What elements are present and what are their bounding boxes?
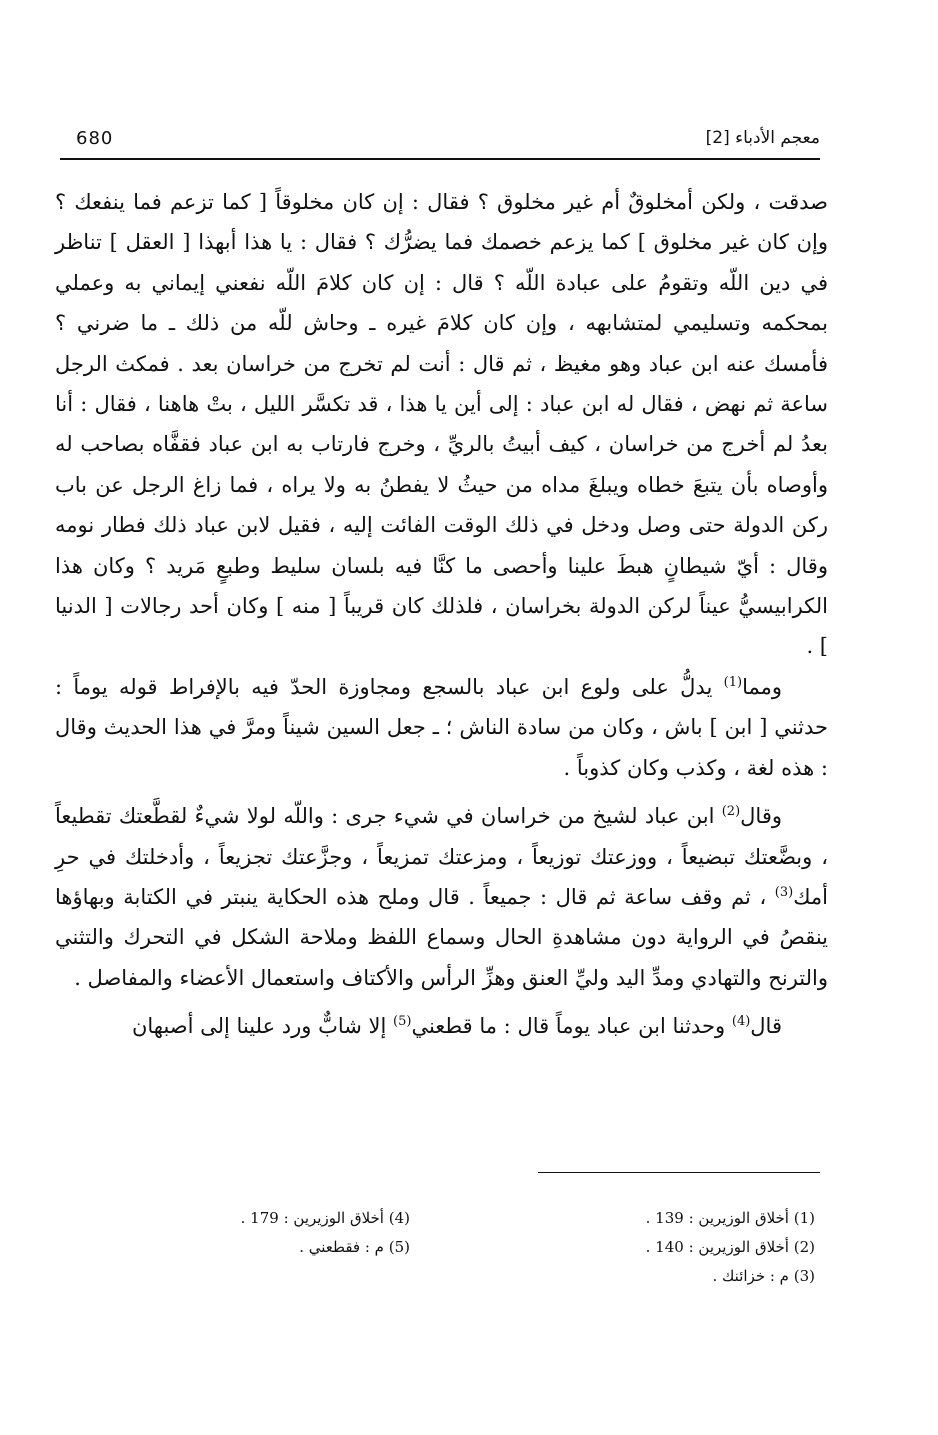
footnote-ref-2: (2) (721, 804, 741, 820)
main-text (55, 182, 828, 1047)
paragraph-3 (55, 796, 828, 998)
paragraph-4-middle: وحدثنا ابن عباد يوماً قال : ما قطعني (411, 1014, 732, 1039)
page-number: 680 (76, 128, 114, 149)
running-title: معجم الأدباء [2] (705, 128, 820, 148)
footnote-ref-4: (4) (731, 1014, 751, 1030)
paragraph-1: صدقت ، ولكن أمخلوقٌ أم غير مخلوق ؟ فقال : إن كان مخلوقاً [ كما تزعم فما ينفعك ؟ وإن كان غير مخلوق ] كما يزعم خصمك فما يضرُّك ؟ فقال : يا هذا أبهذا [ العقل ] تناظر في دين اللّه وتقومُ على عبادة اللّه ؟ قال : إن كان كلامَ اللّه نفعني إيماني به وعملي بمحكمه وتسليمي لمتشابهه ، وإن كان كلامَ غيره ـ وحاش للّه من ذلك ـ ما ضرني ؟ فأمسك عنه ابن عباد وهو مغيظ ، ثم قال : أنت لم تخرج من خراسان بعد . فمكث الرجل ساعة ثم نهض ، فقال له ابن عباد : إلى أين يا هذا ، قد تكسَّر الليل ، بتْ هاهنا ، فقال : أنا بعدُ لم أخرج من خراسان ، كيف أبيتُ بالريِّ ، وخرج فارتاب به ابن عباد فقفَّاه بصاحب له وأوصاه بأن يتبعَ خطاه ويبلغَ مداه من حيثُ لا يفطنُ به ولا يراه ، فما زاغ الرجل عن باب ركن الدولة حتى وصل ودخل في ذلك الوقت الفائت إليه ، فقيل لابن عباد ذلك فطار نومه وقال : أيّ شيطانٍ هبطَ علينا وأحصى ما كنَّا فيه بلسان سليط وطبعٍ مَريد ؟ وكان هذا الكرابيسيُّ عيناً لركن الدولة بخراسان ، فلذلك كان قريباً [ منه ] وكان أحد رجالات [ الدنيا ] . (55, 190, 828, 659)
paragraph-2-rest: يدلُّ على ولوع ابن عباد بالسجع ومجاوزة الحدّ فيه بالإفراط قوله يوماً : حدثني [ ابن ] باش ، وكان من سادة الناش ؛ ـ جعل السين شيناً ومرَّ في هذا الحديث وقال : هذه لغة ، وكذب وكان كذوباً . (55, 674, 828, 780)
footnotes-column-right (520, 1204, 815, 1291)
paragraph-4 (55, 1006, 828, 1046)
footnote-5: (5) م : فقطعني . (299, 1238, 410, 1256)
paragraph-2 (55, 667, 828, 788)
paragraph-3-start: وقال (740, 804, 782, 829)
footnote-ref-5: (5) (393, 1014, 412, 1030)
paragraph-4-start: قال (750, 1014, 782, 1039)
footnote-2: (2) أخلاق الوزيرين : 140 . (645, 1238, 815, 1256)
paragraph-4-rest: إلا شابٌّ ورد علينا إلى أصبهان (131, 1014, 394, 1039)
footnote-ref-3: (3) (774, 884, 794, 900)
footnote-divider (538, 1172, 820, 1173)
footnote-3: (3) م : خزائنك . (712, 1267, 815, 1285)
footnote-ref-1: (1) (723, 674, 743, 690)
paragraph-2-start: ومما (742, 674, 782, 699)
page-header (60, 118, 820, 160)
footnote-4: (4) أخلاق الوزيرين : 179 . (240, 1209, 410, 1227)
footnote-1: (1) أخلاق الوزيرين : 139 . (645, 1209, 815, 1227)
paragraph-3-rest: ، ثم وقف ساعة ثم قال : جميعاً . قال وملح هذه الحكاية ينبتر في الكتابة وبهاؤها ينقصُ في الرواية دون مشاهدةِ الحال وسماع اللفظ وملاحة الشكل في التحرك والتثني والترنح والتهادي ومدِّ اليد وليِّ العنق وهزِّ الرأس والأكتاف واستعمال الأعضاء والمفاصل . (55, 884, 828, 990)
paragraph-3-middle: ابن عباد لشيخ من خراسان في شيء جرى : واللّه لولا شيءٌ لقطَّعتك تقطيعاً ، وبضَّعتك تبضيعاً ، ووزعتك توزيعاً ، ومزعتك تمزيعاً ، وجزَّعتك تجزيعاً ، وأدخلتك في حرِ أمك (55, 804, 828, 909)
footnotes-column-left (160, 1204, 410, 1262)
